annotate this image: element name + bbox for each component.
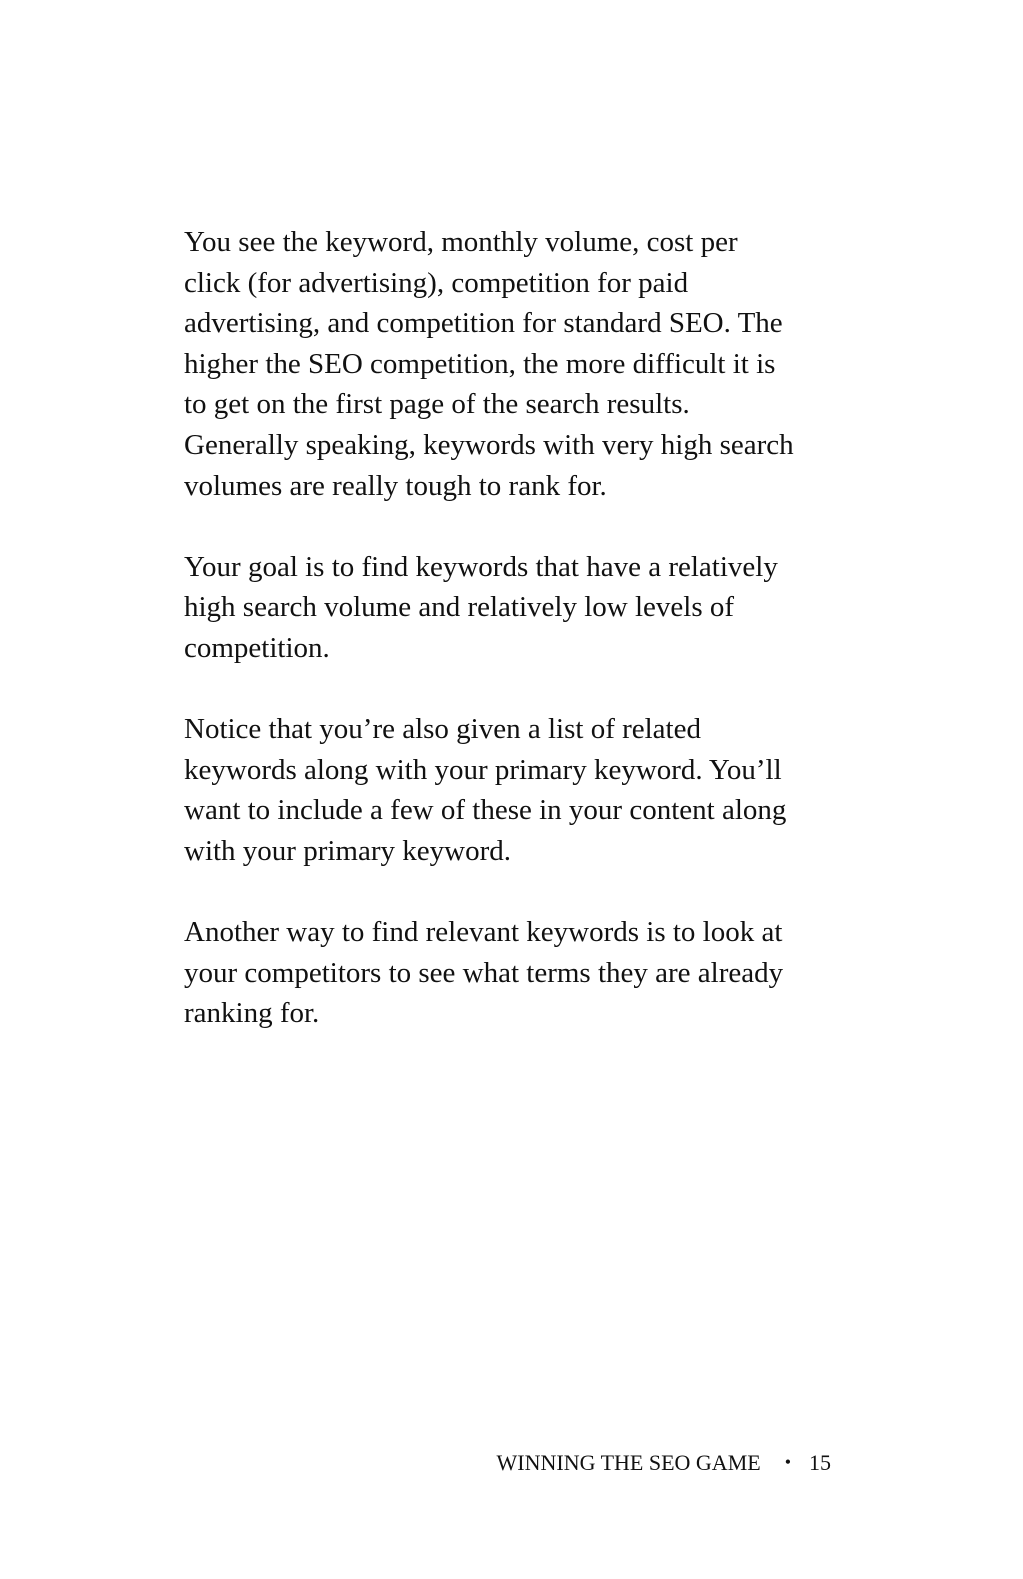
text-line: your competitors to see what terms they are already bbox=[184, 956, 784, 989]
text-line: Your goal is to find keywords that have a relatively bbox=[184, 550, 778, 583]
text-line: Notice that you’re also given a list of related bbox=[184, 713, 701, 746]
text-line: keywords along with your primary keyword. You’ll bbox=[184, 753, 782, 786]
body-text bbox=[184, 222, 844, 1074]
text-line: Generally speaking, keywords with very high search bbox=[184, 428, 794, 461]
paragraph-1 bbox=[184, 222, 844, 506]
bullet-separator: • bbox=[784, 1452, 791, 1472]
page-footer bbox=[497, 1447, 831, 1478]
text-line: click (for advertising), competition for paid bbox=[184, 266, 689, 299]
text-line: higher the SEO competition, the more difficult it is bbox=[184, 347, 776, 380]
paragraph-2 bbox=[184, 547, 844, 669]
text-line: You see the keyword, monthly volume, cost per bbox=[184, 226, 738, 258]
running-title: WINNING THE SEO GAME bbox=[496, 1450, 761, 1475]
text-line: competition. bbox=[184, 631, 330, 664]
text-line: high search volume and relatively low levels of bbox=[184, 591, 735, 624]
text-line: advertising, and competition for standard SEO. The bbox=[184, 307, 783, 340]
text-line: volumes are really tough to rank for. bbox=[184, 469, 607, 502]
paragraph-4 bbox=[184, 912, 844, 1034]
paragraph-3 bbox=[184, 709, 844, 871]
text-line: want to include a few of these in your content along bbox=[184, 794, 787, 827]
text-line: Another way to find relevant keywords is to look at bbox=[184, 916, 783, 949]
page-number: 15 bbox=[809, 1450, 831, 1475]
text-line: ranking for. bbox=[184, 997, 320, 1030]
text-line: with your primary keyword. bbox=[184, 834, 511, 867]
text-line: to get on the first page of the search results. bbox=[184, 388, 690, 421]
